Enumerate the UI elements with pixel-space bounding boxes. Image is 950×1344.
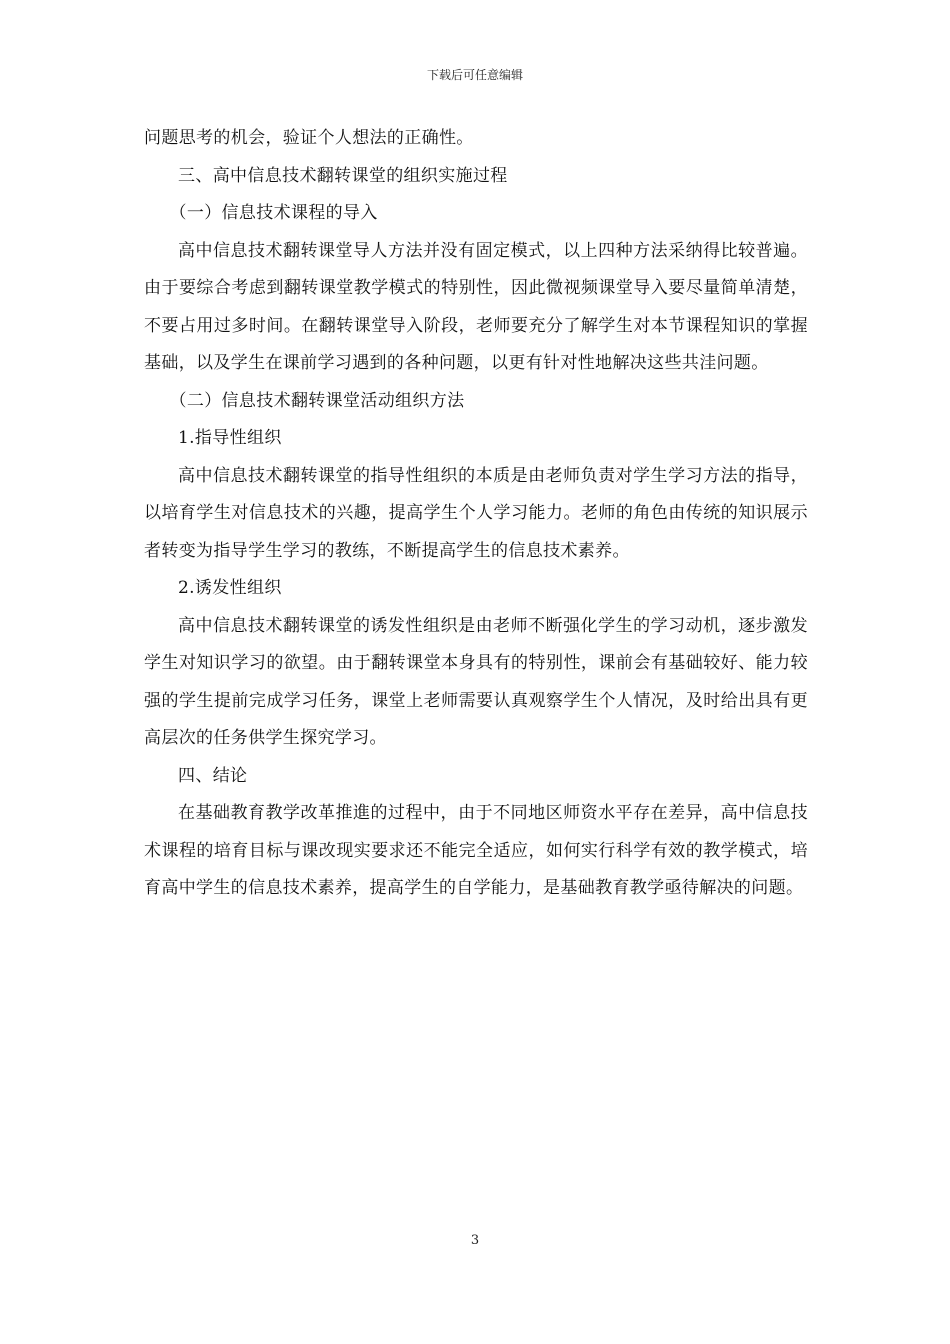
section-heading-3: 三、高中信息技术翻转课堂的组织实施过程 bbox=[178, 165, 508, 186]
paragraph-induced: 高中信息技术翻转课堂的诱发性组织是由老师不断强化学生的学习动机，逐步激发学生对知识学习的欲望。由于翻转课堂本身具有的特别性，课前会有基础较好、能力较强的学生提前完成学习任务，课堂上老师需要认真观察学生个人情况，及时给出具有更高层次的任务供学生探究学习。 bbox=[144, 615, 808, 748]
item-heading-induced: 2.诱发性组织 bbox=[178, 578, 282, 598]
paragraph-continuation: 问题思考的机会，验证个人想法的正确性。 bbox=[144, 128, 474, 148]
document-body bbox=[144, 120, 808, 908]
paragraph-course-intro: 高中信息技术翻转课堂导人方法并没有固定模式，以上四种方法采纳得比较普遍。由于要综合考虑到翻转课堂教学模式的特别性，因此微视频课堂导入要尽量简单清楚，不要占用过多时间。在翻转课堂导入阶段，老师要充分了解学生对本节课程知识的掌握基础，以及学生在课前学习遇到的各种问题，以更有针对性地解决这些共洼问题。 bbox=[144, 240, 808, 373]
subsection-heading-2: （二）信息技术翻转课堂活动组织方法 bbox=[169, 390, 465, 411]
page-header: 下载后可任意编辑 bbox=[426, 68, 523, 82]
page-number: 3 bbox=[470, 1233, 480, 1248]
section-heading-4: 四、结论 bbox=[178, 765, 248, 786]
item-heading-guided: 1.指导性组织 bbox=[178, 428, 282, 448]
subsection-heading-1: （一）信息技术课程的导入 bbox=[169, 203, 378, 223]
paragraph-conclusion: 在基础教育教学改革推進的过程中，由于不同地区师资水平存在差异，高中信息技术课程的培育目标与课改现实要求还不能完全适应，如何实行科学有效的教学模式，培育高中学生的信息技术素养，提高学生的自学能力，是基础教育教学亟待解决的问题。 bbox=[144, 803, 808, 898]
paragraph-guided: 高中信息技术翻转课堂的指导性组织的本质是由老师负责对学生学习方法的指导，以培育学生对信息技术的兴趣，提高学生个人学习能力。老师的角色由传统的知识展示者转变为指导学生学习的教练，不断提高学生的信息技术素养。 bbox=[144, 465, 808, 561]
